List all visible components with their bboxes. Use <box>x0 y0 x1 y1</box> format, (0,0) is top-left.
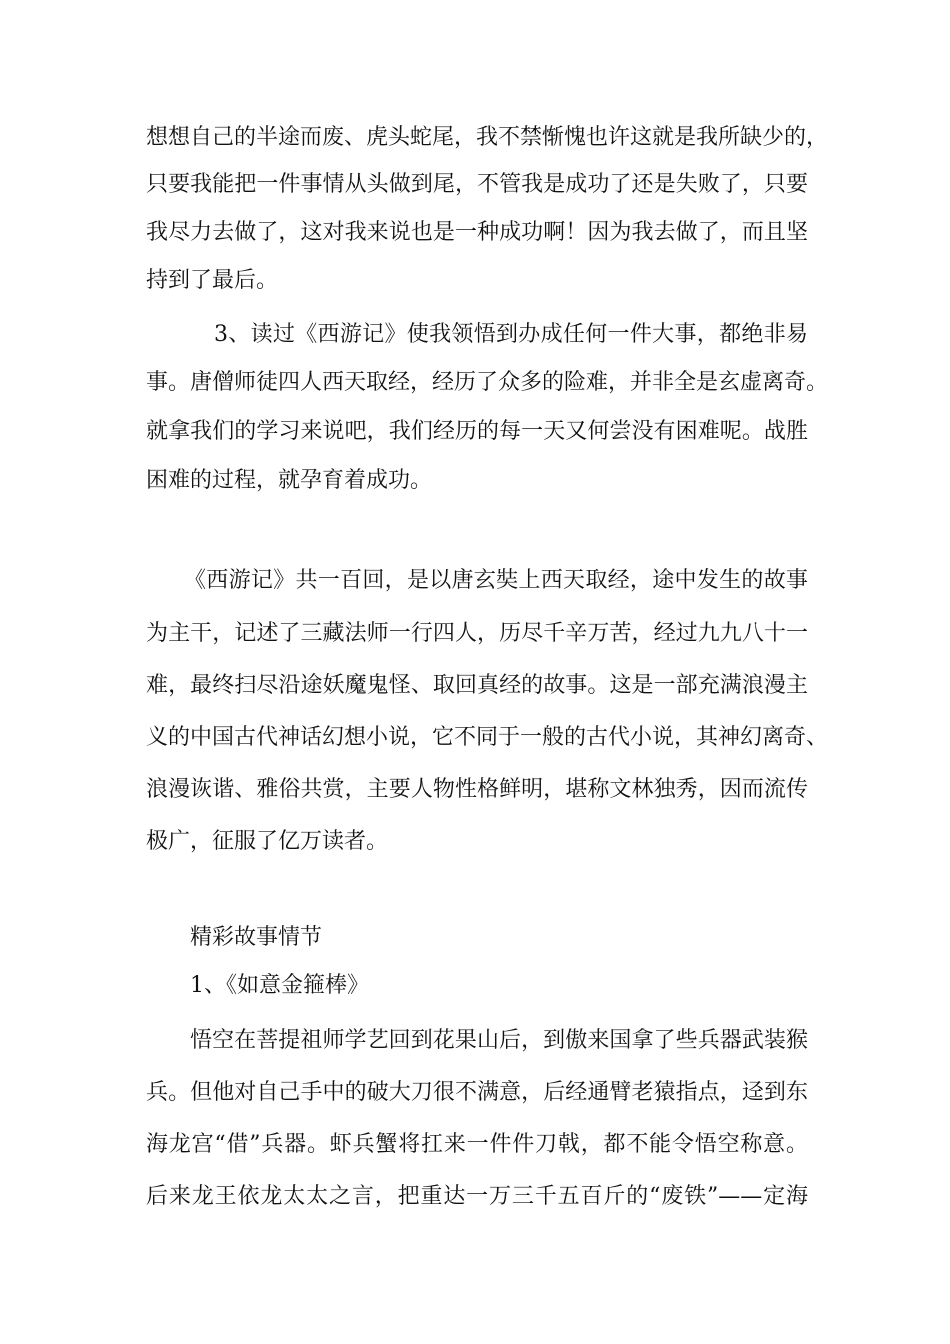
paragraph-line: 义的中国古代神话幻想小说，它不同于一般的古代小说，其神幻离奇、 <box>146 725 829 750</box>
story-title: 1、《如意金箍棒》 <box>190 973 369 998</box>
paragraph-line: 事。唐僧师徒四人西天取经，经历了众多的险难，并非全是玄虚离奇。 <box>146 370 829 395</box>
paragraph-line: 难，最终扫尽沿途妖魔鬼怪、取回真经的故事。这是一部充满浪漫主 <box>146 673 808 698</box>
paragraph-line: 悟空在菩提祖师学艺回到花果山后，到傲来国拿了些兵器武装猴 <box>190 1028 808 1053</box>
paragraph-line: 我尽力去做了，这对我来说也是一种成功啊！因为我去做了，而且坚 <box>146 220 808 245</box>
paragraph-line: 3、读过《西游记》使我领悟到办成任何一件大事，都绝非易 <box>214 322 808 347</box>
paragraph-line: 海龙宫“借”兵器。虾兵蟹将扛来一件件刀戟，都不能令悟空称意。 <box>146 1132 808 1157</box>
paragraph-line: 困难的过程，就孕育着成功。 <box>146 468 433 493</box>
paragraph-line: 想想自己的半途而废、虎头蛇尾，我不禁惭愧也许这就是我所缺少的， <box>146 125 829 150</box>
section-heading: 精彩故事情节 <box>190 925 323 950</box>
paragraph-line: 兵。但他对自己手中的破大刀很不满意，后经通臂老猿指点，迳到东 <box>146 1080 808 1105</box>
paragraph-line: 后来龙王依龙太太之言，把重达一万三千五百斤的“废铁”——定海 <box>146 1184 808 1209</box>
paragraph-line: 就拿我们的学习来说吧，我们经历的每一天又何尝没有困难呢。战胜 <box>146 419 808 444</box>
paragraph-line: 浪漫诙谐、雅俗共赏，主要人物性格鲜明，堪称文林独秀，因而流传 <box>146 777 808 802</box>
paragraph-line: 《西游记》共一百回，是以唐玄奘上西天取经，途中发生的故事 <box>184 568 808 593</box>
paragraph-line: 持到了最后。 <box>146 268 279 293</box>
paragraph-line: 为主干，记述了三藏法师一行四人，历尽千辛万苦，经过九九八十一 <box>146 621 808 646</box>
paragraph-line: 只要我能把一件事情从头做到尾，不管我是成功了还是失败了，只要 <box>146 172 808 197</box>
paragraph-line: 极广，征服了亿万读者。 <box>146 829 389 854</box>
